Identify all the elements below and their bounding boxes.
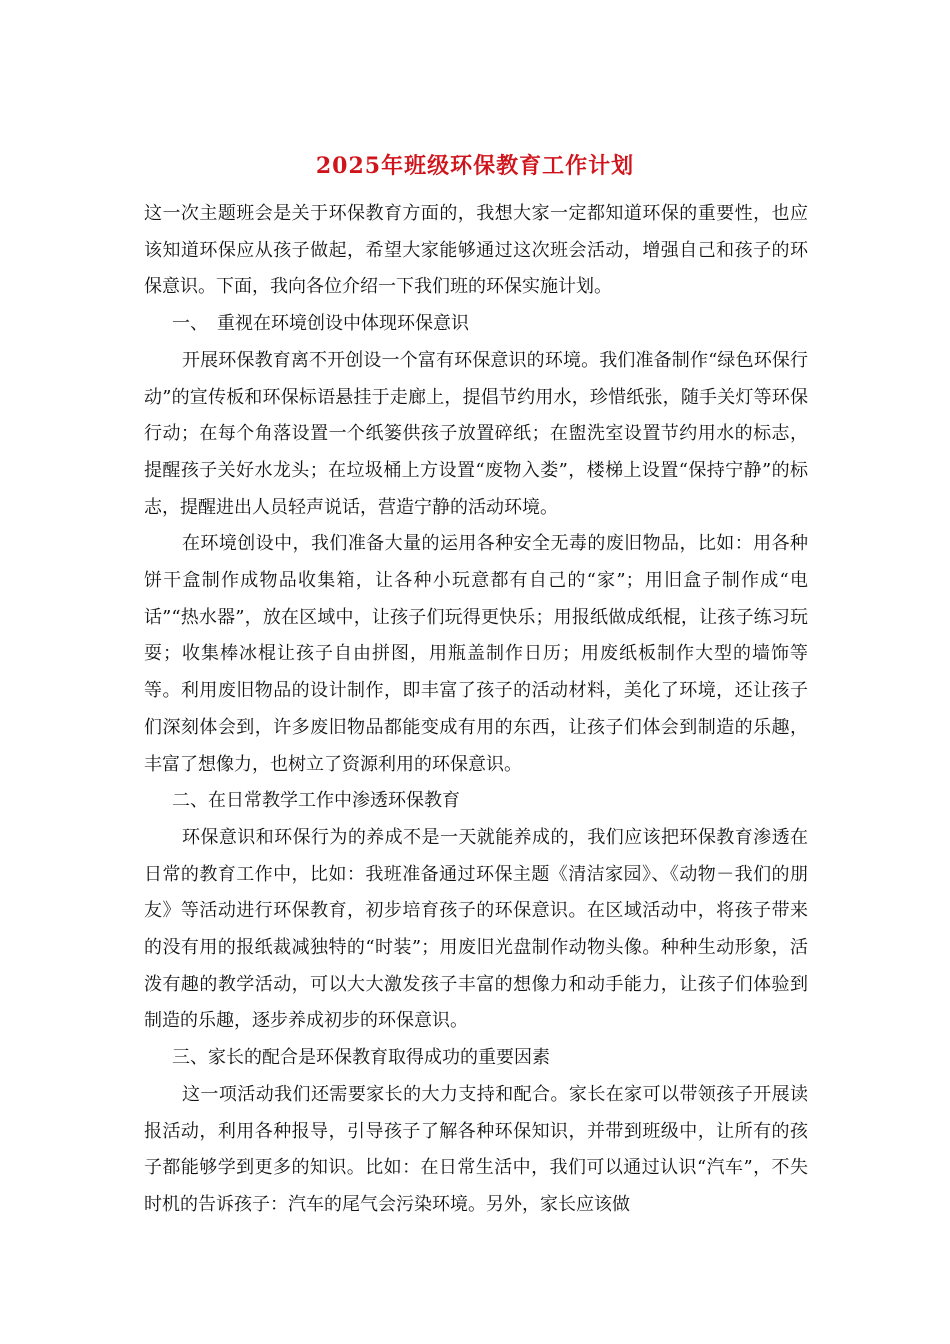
section-3-paragraph-1: 这一项活动我们还需要家长的大力支持和配合。家长在家可以带领孩子开展读报活动，利用各种报导，引导孩子了解各种环保知识，并带到班级中，让所有的孩子都能够学到更多的知识。比如：在日常生活中，我们可以通过认识“汽车”，不失时机的告诉孩子：汽车的尾气会污染环境。另外，家长应该做 <box>144 1083 808 1215</box>
section-heading-1: 一、 重视在环境创设中体现环保意识 <box>172 313 469 335</box>
section-1-paragraph-1: 开展环保教育离不开创设一个富有环保意识的环境。我们准备制作“绿色环保行动”的宣传板和环保标语悬挂于走廊上，提倡节约用水，珍惜纸张，随手关灯等环保行动；在每个角落设置一个纸篓供孩子放置碎纸；在盥洗室设置节约用水的标志，提醒孩子关好水龙头；在垃圾桶上方设置“废物入娄”，楼梯上设置“保持宁静”的标志，提醒进出人员轻声说话，营造宁静的活动环境。 <box>144 349 808 518</box>
section-2-paragraph-1: 环保意识和环保行为的养成不是一天就能养成的，我们应该把环保教育渗透在日常的教育工作中，比如：我班准备通过环保主题《清洁家园》、《动物－我们的朋友》等活动进行环保教育，初步培育孩子的环保意识。在区域活动中，将孩子带来的没有用的报纸裁减独特的“时装”；用废旧光盘制作动物头像。种种生动形象，活泼有趣的教学活动，可以大大激发孩子丰富的想像力和动手能力，让孩子们体验到制造的乐趣，逐步养成初步的环保意识。 <box>144 826 808 1032</box>
intro-paragraph: 这一次主题班会是关于环保教育方面的，我想大家一定都知道环保的重要性，也应该知道环保应从孩子做起，希望大家能够通过这次班会活动，增强自己和孩子的环保意识。下面，我向各位介绍一下我们班的环保实施计划。 <box>144 203 808 298</box>
section-heading-3: 三、家长的配合是环保教育取得成功的重要因素 <box>172 1047 550 1069</box>
document-body <box>144 196 808 1224</box>
document-title: 2025年班级环保教育工作计划 <box>315 153 635 179</box>
section-heading-2: 二、在日常教学工作中渗透环保教育 <box>172 790 460 812</box>
section-1-paragraph-2: 在环境创设中，我们准备大量的运用各种安全无毒的废旧物品，比如：用各种饼干盒制作成物品收集箱，让各种小玩意都有自己的“家”；用旧盒子制作成“电话”“热水器”，放在区域中，让孩子们玩得更快乐；用报纸做成纸棍，让孩子练习玩耍；收集棒冰棍让孩子自由拼图，用瓶盖制作日历；用废纸板制作大型的墙饰等等。利用废旧物品的设计制作，即丰富了孩子的活动材料，美化了环境，还让孩子们深刻体会到，许多废旧物品都能变成有用的东西，让孩子们体会到制造的乐趣，丰富了想像力，也树立了资源利用的环保意识。 <box>144 533 808 775</box>
